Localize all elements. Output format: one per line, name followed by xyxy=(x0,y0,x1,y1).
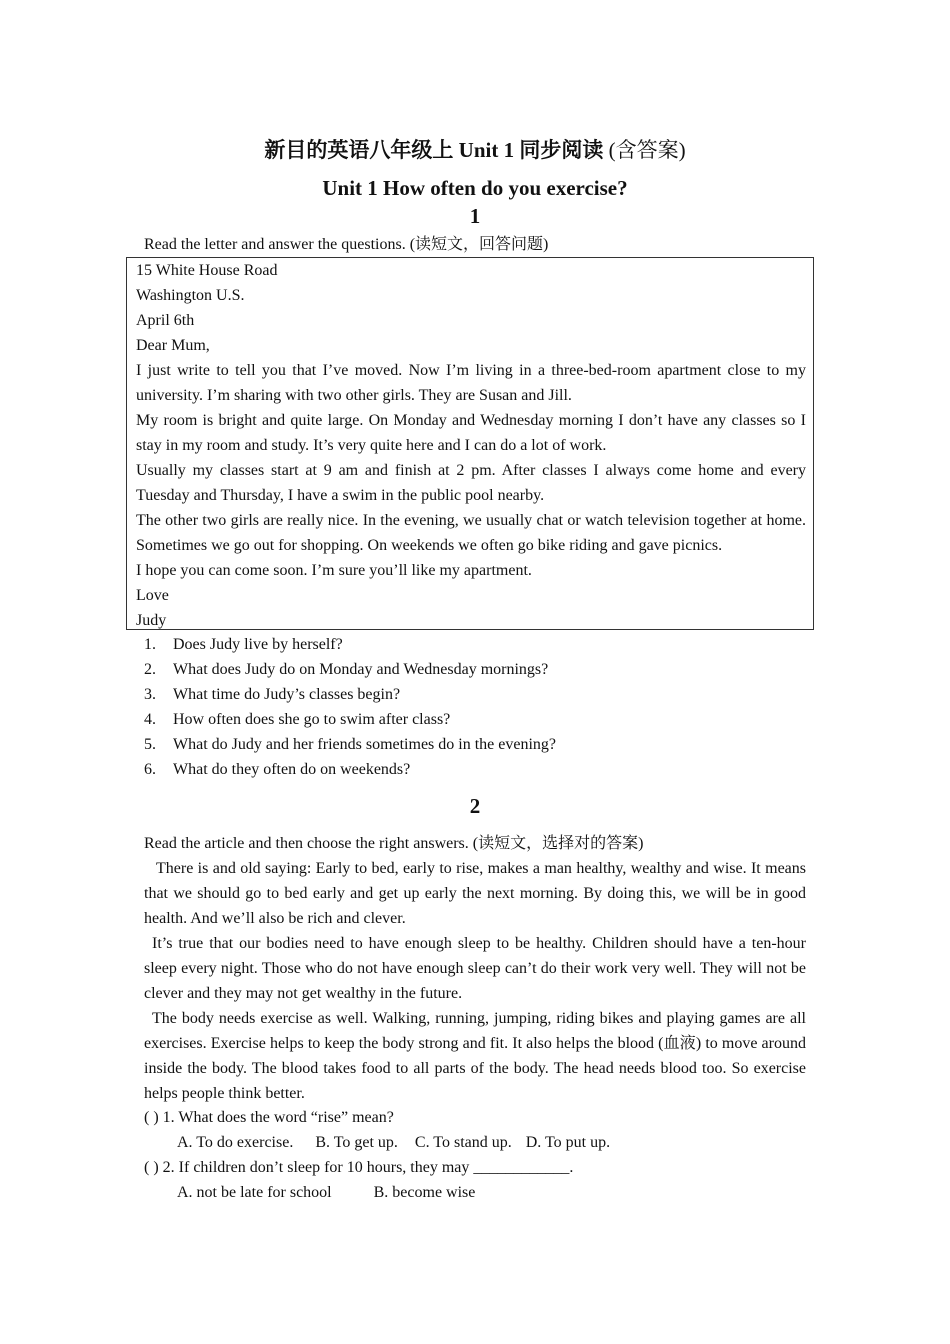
question-text: What time do Judy’s classes begin? xyxy=(173,686,401,703)
document-title-note: (含答案) xyxy=(603,138,686,162)
question-number: 3. xyxy=(144,686,156,703)
letter-closing: Love xyxy=(136,587,169,604)
question-number: 5. xyxy=(144,736,156,753)
multiple-choice-questions xyxy=(144,1105,610,1205)
letter-paragraph-1: I just write to tell you that I’ve moved. Now I’m living in a three-bed-room apartment close to my university. I’m sharing with two other girls. They are Susan and Jill. xyxy=(136,362,806,404)
letter-paragraph-5: I hope you can come soon. I’m sure you’ll like my apartment. xyxy=(136,562,532,579)
section-1-instruction: Read the letter and answer the questions. (读短文，回答问题) xyxy=(144,236,549,253)
question-text: Does Judy live by herself? xyxy=(173,636,343,653)
mc-question-2: ( ) 2. If children don’t sleep for 10 hours, they may ____________. xyxy=(144,1159,574,1176)
question-text: What does Judy do on Monday and Wednesday mornings? xyxy=(173,661,549,678)
section-2-number: 2 xyxy=(469,794,481,818)
letter-address-line-1: 15 White House Road xyxy=(136,262,278,279)
article-paragraph-1: There is and old saying: Early to bed, early to rise, makes a man healthy, wealthy and wise. It means that we should go to bed early and get up early the next morning. By doing this, we will be in good health. And we’ll also be rich and clever. xyxy=(144,860,806,927)
mc-option-b: B. become wise xyxy=(373,1184,476,1201)
letter-paragraph-4: The other two girls are really nice. In the evening, we usually chat or watch television together at home. Sometimes we go out for shopping. On weekends we often go bike riding and gave picnics. xyxy=(136,512,806,554)
question-item xyxy=(144,707,556,732)
section-1-questions xyxy=(144,632,556,782)
letter-box xyxy=(126,257,814,630)
letter-address-line-2: Washington U.S. xyxy=(136,287,245,304)
question-number: 1. xyxy=(144,636,156,653)
letter-paragraph-3: Usually my classes start at 9 am and finish at 2 pm. After classes I always come home and every Tuesday and Thursday, I have a swim in the public pool nearby. xyxy=(136,462,806,504)
question-text: How often does she go to swim after class? xyxy=(173,711,451,728)
question-text: What do they often do on weekends? xyxy=(173,761,411,778)
mc-option-a: A. not be late for school xyxy=(177,1184,332,1201)
article-body xyxy=(144,856,806,1106)
letter-paragraph-2: My room is bright and quite large. On Monday and Wednesday morning I don’t have any classes so I stay in my room and study. It’s very quite here and I can do a lot of work. xyxy=(136,412,806,454)
question-item xyxy=(144,632,556,657)
letter-signature: Judy xyxy=(136,612,167,629)
question-item xyxy=(144,682,556,707)
question-item xyxy=(144,757,556,782)
article-paragraph-3: The body needs exercise as well. Walking, running, jumping, riding bikes and playing games are all exercises. Exercise helps to keep the body strong and fit. It also helps the blood (血液) to move around inside the body. The blood takes food to all parts of the body. The head needs blood too. So exercise helps people think better. xyxy=(144,1010,806,1102)
mc-option-c: C. To stand up. xyxy=(414,1134,512,1151)
letter-date: April 6th xyxy=(136,312,195,329)
mc-question-1: ( ) 1. What does the word “rise” mean? xyxy=(144,1109,394,1126)
question-number: 6. xyxy=(144,761,156,778)
section-2-instruction: Read the article and then choose the right answers. (读短文，选择对的答案) xyxy=(144,835,644,852)
question-item xyxy=(144,657,556,682)
mc-option-a: A. To do exercise. xyxy=(177,1134,294,1151)
mc-option-d: D. To put up. xyxy=(525,1134,611,1151)
question-text: What do Judy and her friends sometimes do in the evening? xyxy=(173,736,557,753)
section-1-number: 1 xyxy=(469,204,481,228)
unit-title: Unit 1 How often do you exercise? xyxy=(322,176,628,200)
question-item xyxy=(144,732,556,757)
letter-content xyxy=(136,258,806,633)
document-title xyxy=(0,136,950,164)
question-number: 2. xyxy=(144,661,156,678)
question-number: 4. xyxy=(144,711,156,728)
document-title-main: 新目的英语八年级上 Unit 1 同步阅读 xyxy=(264,138,604,162)
mc-question-2-options xyxy=(144,1180,610,1205)
letter-greeting: Dear Mum, xyxy=(136,337,210,354)
article-paragraph-2: It’s true that our bodies need to have enough sleep to be healthy. Children should have a ten-hour sleep every night. Those who do not have enough sleep can’t do their work very well. They will not be clever and they may not get wealthy in the future. xyxy=(144,935,806,1002)
mc-option-b: B. To get up. xyxy=(315,1134,398,1151)
mc-question-1-options xyxy=(144,1130,610,1155)
